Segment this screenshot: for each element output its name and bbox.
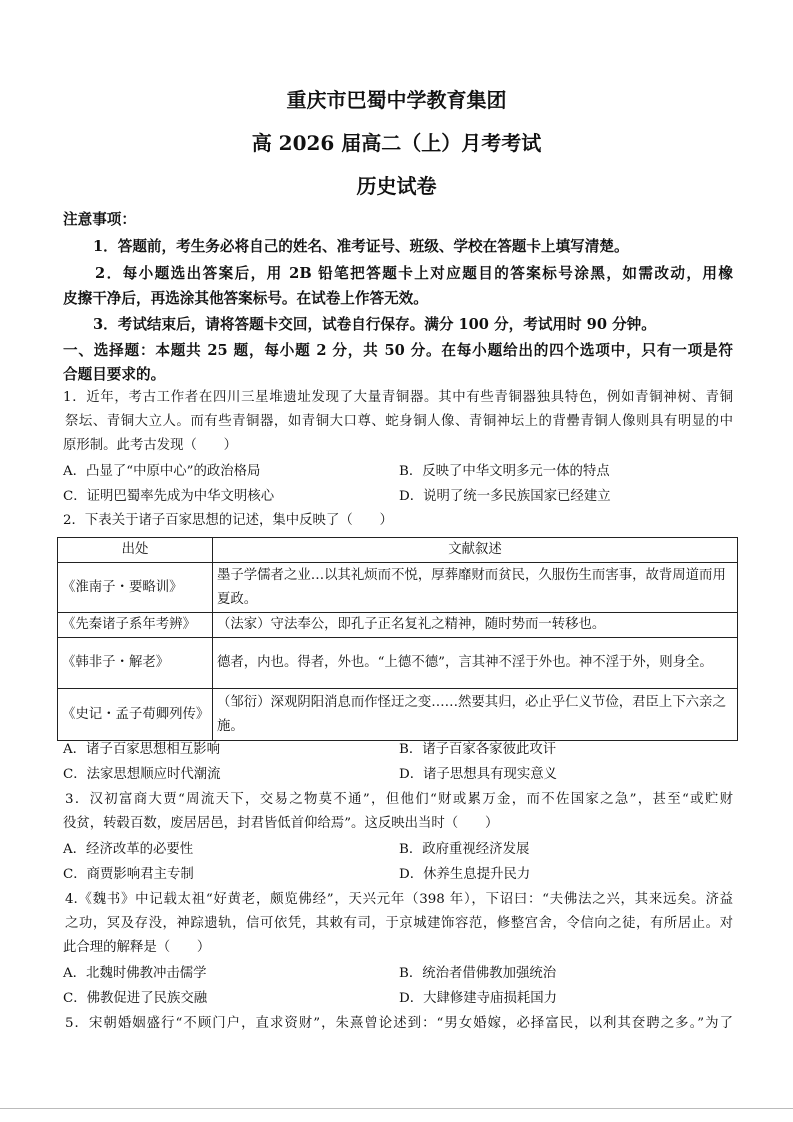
row-text: 墨子学儒者之业…以其礼烦而不悦，厚葬靡财而贫民，久服伤生而害事，故背周道而用夏政。 <box>213 563 738 613</box>
subject-title: 历史试卷 <box>356 174 437 198</box>
q1-option-c: C．证明巴蜀率先成为中华文明核心 <box>63 489 275 504</box>
header-text: 文献叙述 <box>213 538 738 563</box>
q4-option-d: D．大肆修建寺庙损耗国力 <box>399 991 558 1006</box>
q1-stem: 祭坛、青铜大立人。而有些青铜器，如青铜大口尊、蛇身铜人像、青铜神坛上的背罍青铜人像则具有明显的中 <box>65 414 733 429</box>
q3-stem: 3．汉初富商大贾“周流天下，交易之物莫不通”，但他们“财或累万金，而不佐国家之急”，甚至“或贮财 <box>65 792 733 807</box>
q3-option-c: C．商贾影响君主专制 <box>63 867 194 882</box>
row-source: 《史记・孟子荀卿列传》 <box>58 689 213 741</box>
note-1: 1．答题前，考生务必将自己的姓名、准考证号、班级、学校在答题卡上填写清楚。 <box>93 238 629 255</box>
note-2: 2．每小题选出答案后，用 2B 铅笔把答题卡上对应题目的答案标号涂黑，如需改动，用橡 <box>95 265 733 282</box>
section-heading-cont: 合题目要求的。 <box>63 366 166 383</box>
row-source: 《先秦诸子系年考辨》 <box>58 613 213 638</box>
q3-option-b: B．政府重视经济发展 <box>399 842 530 857</box>
q1-option-d: D．说明了统一多民族国家已经建立 <box>399 489 611 504</box>
q2-option-d: D．诸子思想具有现实意义 <box>399 767 558 782</box>
q2-stem: 2．下表关于诸子百家思想的记述，集中反映了（ ） <box>63 513 393 528</box>
row-text: （邹衍）深观阴阳消息而作怪迂之变……然要其归，必止乎仁义节俭，君臣上下六亲之施。 <box>213 689 738 741</box>
row-text: （法家）守法奉公，即孔子正名复礼之精神，随时势而一转移也。 <box>213 613 738 638</box>
row-text: 德者，内也。得者，外也。“上德不德”，言其神不淫于外也。神不淫于外，则身全。 <box>213 638 738 689</box>
q4-option-a: A．北魏时佛教冲击儒学 <box>63 966 207 981</box>
q2-option-b: B．诸子百家各家彼此攻讦 <box>399 742 557 757</box>
row-source: 《淮南子・要略训》 <box>58 563 213 613</box>
q4-stem: 4.《魏书》中记载太祖“好黄老，颇览佛经”，天兴元年（398 年），下诏曰：“夫佛法之兴，其来远矣。济益 <box>65 892 733 907</box>
q3-option-d: D．休养生息提升民力 <box>399 867 531 882</box>
q5-stem: 5．宋朝婚姻盛行“不顾门户，直求资财”，朱熹曾论述到：“男女婚嫁，必择富民，以利其奁聘之多。”为了 <box>65 1016 733 1031</box>
q1-option-a: A．凸显了“中原中心”的政治格局 <box>63 464 261 479</box>
q4-stem: 之功，冥及存没，神踪遗轨，信可依凭，其敕有司，于京城建饰容范，修整宫舍，令信向之徒，有所居止。对 <box>65 916 733 931</box>
q4-option-b: B．统治者借佛教加强统治 <box>399 966 557 981</box>
school-title: 重庆市巴蜀中学教育集团 <box>286 88 507 112</box>
page-bottom-divider <box>0 1108 793 1109</box>
note-2-cont: 皮擦干净后，再选涂其他答案标号。在试卷上作答无效。 <box>63 290 428 307</box>
q2-option-a: A．诸子百家思想相互影响 <box>63 742 220 757</box>
header-source: 出处 <box>58 538 213 563</box>
q3-stem: 役贫，转毂百数，废居居邑，封君皆低首仰给焉”。这反映出当时（ ） <box>63 816 499 831</box>
note-3: 3．考试结束后，请将答题卡交回，试卷自行保存。满分 100 分，考试用时 90 分钟。 <box>93 316 656 333</box>
q2-option-c: C．法家思想顺应时代潮流 <box>63 767 221 782</box>
exam-title: 高 2026 届高二（上）月考考试 <box>251 131 542 155</box>
q4-option-c: C．佛教促进了民族交融 <box>63 991 208 1006</box>
q1-stem: 1．近年，考古工作者在四川三星堆遗址发现了大量青铜器。其中有些青铜器独具特色，例如青铜神树、青铜 <box>63 390 733 405</box>
q1-stem: 原形制。此考古发现（ ） <box>63 438 238 453</box>
section-heading: 一、选择题：本题共 25 题，每小题 2 分，共 50 分。在每小题给出的四个选项中，只有一项是符 <box>63 342 733 359</box>
q3-option-a: A．经济改革的必要性 <box>63 842 194 857</box>
notes-title: 注意事项： <box>63 211 136 228</box>
q4-stem: 此合理的解释是（ ） <box>63 940 211 955</box>
row-source: 《韩非子・解老》 <box>58 638 213 689</box>
q2-table <box>57 537 738 741</box>
q1-option-b: B．反映了中华文明多元一体的特点 <box>399 464 610 479</box>
